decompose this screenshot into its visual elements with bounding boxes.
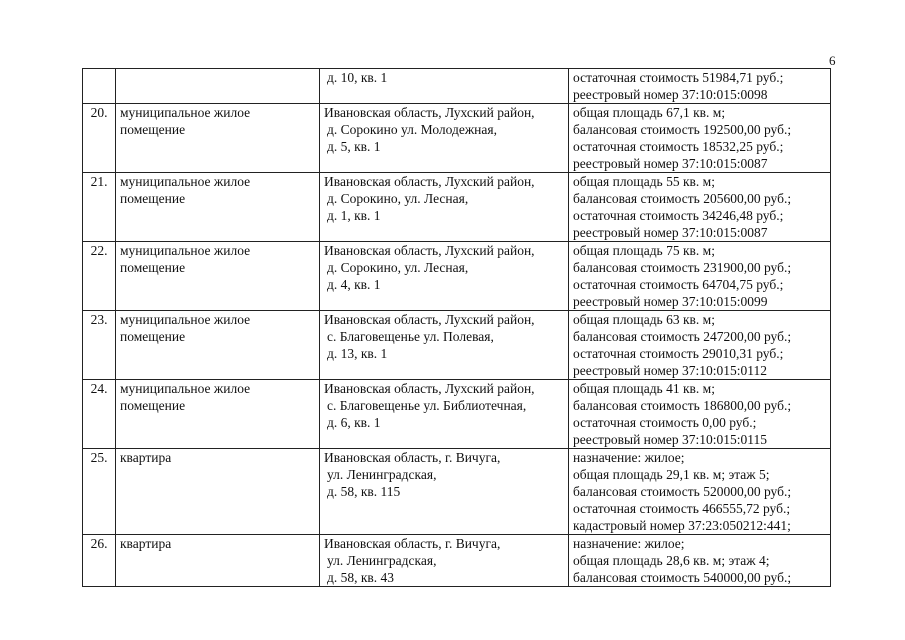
characteristics-line: общая площадь 55 кв. м;: [573, 174, 715, 189]
address-cell: [320, 311, 569, 380]
characteristics-line: балансовая стоимость 186800,00 руб.;: [573, 398, 792, 413]
address-line: Ивановская область, Лухский район,: [324, 174, 535, 189]
registry-body: [83, 69, 831, 587]
address-line: Ивановская область, Лухский район,: [324, 105, 535, 120]
object-name-cell: [116, 449, 320, 535]
row-number-cell: 26.: [83, 535, 116, 587]
characteristics-line: реестровый номер 37:10:015:0112: [573, 363, 768, 378]
characteristics-line: реестровый номер 37:10:015:0099: [573, 294, 768, 309]
object-name-cell: [116, 104, 320, 173]
address-line: д. 58, кв. 115: [327, 484, 401, 499]
object-name-cell: [116, 311, 320, 380]
row-number-cell: 20.: [83, 104, 116, 173]
characteristics-line: реестровый номер 37:10:015:0115: [573, 432, 768, 447]
table-row: [83, 311, 831, 380]
row-number-cell: 23.: [83, 311, 116, 380]
address-cell: [320, 535, 569, 587]
characteristics-line: остаточная стоимость 51984,71 руб.;: [573, 70, 784, 85]
table-row: [83, 242, 831, 311]
characteristics-cell: [569, 173, 831, 242]
address-line: д. 10, кв. 1: [327, 70, 388, 85]
address-cell: [320, 104, 569, 173]
address-line: д. 58, кв. 43: [327, 570, 395, 585]
characteristics-cell: [569, 380, 831, 449]
characteristics-line: назначение: жилое;: [573, 450, 685, 465]
object-name-line: помещение: [120, 260, 186, 275]
row-number-cell: 24.: [83, 380, 116, 449]
object-name-line: муниципальное жилое: [120, 312, 251, 327]
address-line: ул. Ленинградская,: [327, 553, 437, 568]
characteristics-line: кадастровый номер 37:23:050212:441;: [573, 518, 791, 533]
characteristics-line: балансовая стоимость 231900,00 руб.;: [573, 260, 792, 275]
object-name-line: муниципальное жилое: [120, 243, 251, 258]
characteristics-line: общая площадь 63 кв. м;: [573, 312, 715, 327]
object-name-line: муниципальное жилое: [120, 174, 251, 189]
characteristics-cell: [569, 69, 831, 104]
address-cell: [320, 449, 569, 535]
characteristics-line: балансовая стоимость 540000,00 руб.;: [573, 570, 792, 585]
row-number-cell: 25.: [83, 449, 116, 535]
object-name-cell: [116, 380, 320, 449]
table-row: [83, 449, 831, 535]
characteristics-line: остаточная стоимость 64704,75 руб.;: [573, 277, 784, 292]
characteristics-line: балансовая стоимость 192500,00 руб.;: [573, 122, 792, 137]
table-row: [83, 104, 831, 173]
characteristics-line: балансовая стоимость 520000,00 руб.;: [573, 484, 792, 499]
characteristics-cell: [569, 535, 831, 587]
characteristics-line: остаточная стоимость 0,00 руб.;: [573, 415, 757, 430]
characteristics-line: остаточная стоимость 466555,72 руб.;: [573, 501, 791, 516]
row-number-cell: 21.: [83, 173, 116, 242]
property-registry-table: [82, 68, 831, 587]
table-row: [83, 535, 831, 587]
address-line: Ивановская область, Лухский район,: [324, 243, 535, 258]
object-name-line: помещение: [120, 398, 186, 413]
characteristics-cell: [569, 449, 831, 535]
table-row: [83, 173, 831, 242]
table-row-continuation: [83, 69, 831, 104]
row-number-cell: [83, 69, 116, 104]
object-name-line: квартира: [120, 536, 172, 551]
object-name-line: муниципальное жилое: [120, 105, 251, 120]
object-name-line: квартира: [120, 450, 172, 465]
characteristics-line: остаточная стоимость 34246,48 руб.;: [573, 208, 784, 223]
row-number-cell: 22.: [83, 242, 116, 311]
address-line: Ивановская область, Лухский район,: [324, 312, 535, 327]
address-cell: [320, 380, 569, 449]
characteristics-line: балансовая стоимость 205600,00 руб.;: [573, 191, 792, 206]
address-line: д. Сорокино, ул. Лесная,: [327, 260, 469, 275]
characteristics-cell: [569, 104, 831, 173]
characteristics-line: балансовая стоимость 247200,00 руб.;: [573, 329, 792, 344]
characteristics-cell: [569, 242, 831, 311]
characteristics-line: общая площадь 41 кв. м;: [573, 381, 715, 396]
address-line: д. 5, кв. 1: [327, 139, 381, 154]
page-number: 6: [829, 53, 836, 68]
characteristics-line: общая площадь 67,1 кв. м;: [573, 105, 726, 120]
object-name-cell: [116, 242, 320, 311]
address-cell: [320, 173, 569, 242]
address-line: Ивановская область, г. Вичуга,: [324, 450, 501, 465]
address-line: д. 4, кв. 1: [327, 277, 381, 292]
object-name-cell: [116, 173, 320, 242]
address-line: д. Сорокино, ул. Лесная,: [327, 191, 469, 206]
address-line: с. Благовещенье ул. Библиотечная,: [327, 398, 527, 413]
object-name-line: муниципальное жилое: [120, 381, 251, 396]
object-name-cell: [116, 69, 320, 104]
table-row: [83, 380, 831, 449]
object-name-line: помещение: [120, 122, 186, 137]
address-cell: [320, 69, 569, 104]
address-line: д. 1, кв. 1: [327, 208, 381, 223]
object-name-line: помещение: [120, 329, 186, 344]
characteristics-line: реестровый номер 37:10:015:0098: [573, 87, 768, 102]
object-name-cell: [116, 535, 320, 587]
characteristics-line: назначение: жилое;: [573, 536, 685, 551]
address-line: Ивановская область, г. Вичуга,: [324, 536, 501, 551]
address-cell: [320, 242, 569, 311]
characteristics-line: общая площадь 28,6 кв. м; этаж 4;: [573, 553, 770, 568]
characteristics-cell: [569, 311, 831, 380]
characteristics-line: реестровый номер 37:10:015:0087: [573, 225, 768, 240]
address-line: д. 6, кв. 1: [327, 415, 381, 430]
characteristics-line: реестровый номер 37:10:015:0087: [573, 156, 768, 171]
address-line: ул. Ленинградская,: [327, 467, 437, 482]
address-line: д. 13, кв. 1: [327, 346, 388, 361]
address-line: д. Сорокино ул. Молодежная,: [327, 122, 497, 137]
characteristics-line: остаточная стоимость 29010,31 руб.;: [573, 346, 784, 361]
address-line: с. Благовещенье ул. Полевая,: [327, 329, 494, 344]
characteristics-line: остаточная стоимость 18532,25 руб.;: [573, 139, 784, 154]
characteristics-line: общая площадь 75 кв. м;: [573, 243, 715, 258]
address-line: Ивановская область, Лухский район,: [324, 381, 535, 396]
characteristics-line: общая площадь 29,1 кв. м; этаж 5;: [573, 467, 770, 482]
object-name-line: помещение: [120, 191, 186, 206]
